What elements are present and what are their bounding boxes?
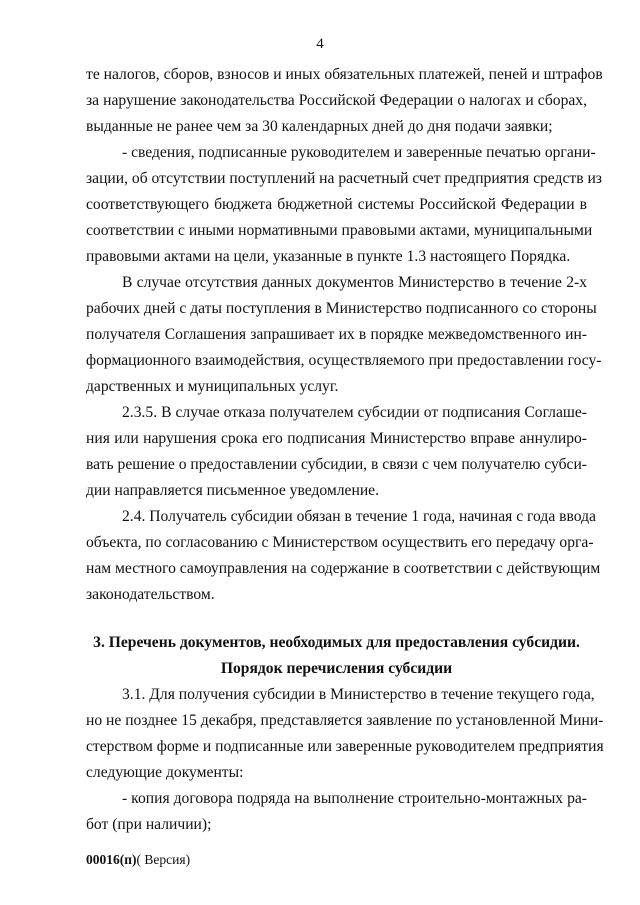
text-line: за нарушение законодательства Российской Федерации о налогах и сборах, bbox=[86, 92, 587, 109]
text-line: формационного взаимодействия, осуществляемого при предоставлении госу- bbox=[86, 352, 602, 369]
text-line: законодательством. bbox=[86, 586, 215, 603]
section-heading bbox=[86, 630, 587, 682]
text-line: те налогов, сборов, взносов и иных обязательных платежей, пеней и штрафов bbox=[86, 66, 603, 83]
text-line: получателя Соглашения запрашивает их в порядке межведомственного ин- bbox=[86, 326, 587, 343]
paragraph bbox=[86, 62, 603, 140]
text-line: 2.4. Получатель субсидии обязан в течение 1 года, начиная с года ввода bbox=[122, 508, 596, 525]
text-line: стерством форме и подписанные или заверенные руководителем предприятия bbox=[86, 738, 604, 755]
text-line: соответствующего бюджета бюджетной системы Российской Федерации в bbox=[86, 196, 587, 213]
footer bbox=[86, 852, 190, 868]
paragraph bbox=[86, 140, 602, 270]
text-line: дарственных и муниципальных услуг. bbox=[86, 378, 339, 395]
section-heading-line: 3. Перечень документов, необходимых для предоставления субсидии. bbox=[93, 634, 580, 651]
text-line: 3.1. Для получения субсидии в Министерство в течение текущего года, bbox=[122, 686, 595, 703]
document-code: 00016(п) bbox=[86, 852, 137, 867]
paragraph bbox=[86, 504, 601, 608]
text-line: выданные не ранее чем за 30 календарных дней до дня подачи заявки; bbox=[86, 118, 553, 135]
text-line: - копия договора подряда на выполнение строительно-монтажных ра- bbox=[122, 790, 587, 807]
paragraph bbox=[86, 400, 587, 504]
text-line: нам местного самоуправления на содержание в соответствии с действующим bbox=[86, 560, 601, 577]
text-line: дии направляется письменное уведомление. bbox=[86, 482, 379, 499]
document-version: ( Версия) bbox=[136, 852, 191, 867]
text-line: вать решение о предоставлении субсидии, в связи с чем получателю субси- bbox=[86, 456, 587, 473]
paragraph bbox=[86, 270, 602, 400]
text-line: зации, об отсутствии поступлений на расчетный счет предприятия средств из bbox=[86, 170, 602, 187]
text-line: бот (при наличии); bbox=[86, 816, 212, 833]
text-line: ния или нарушения срока его подписания Министерство вправе аннулиро- bbox=[86, 430, 587, 447]
text-line: В случае отсутствия данных документов Министерство в течение 2-х bbox=[122, 274, 587, 291]
document-body bbox=[86, 62, 604, 838]
text-line: следующие документы: bbox=[86, 764, 244, 781]
text-line: 2.3.5. В случае отказа получателем субсидии от подписания Соглаше- bbox=[122, 404, 587, 421]
paragraph bbox=[86, 786, 587, 838]
page-number: 4 bbox=[316, 36, 324, 52]
paragraph bbox=[86, 682, 604, 786]
text-line: объекта, по согласованию с Министерством осуществить его передачу орга- bbox=[86, 534, 594, 551]
text-line: но не позднее 15 декабря, представляется заявление по установленной Мини- bbox=[86, 712, 604, 729]
text-line: - сведения, подписанные руководителем и заверенные печатью органи- bbox=[122, 144, 596, 161]
text-line: соответствии с иными нормативными правовыми актами, муниципальными bbox=[86, 222, 593, 239]
section-heading-line: Порядок перечисления субсидии bbox=[220, 660, 453, 677]
text-line: рабочих дней с даты поступления в Министерство подписанного со стороны bbox=[86, 300, 597, 317]
text-line: правовыми актами на цели, указанные в пункте 1.3 настоящего Порядка. bbox=[86, 248, 571, 265]
